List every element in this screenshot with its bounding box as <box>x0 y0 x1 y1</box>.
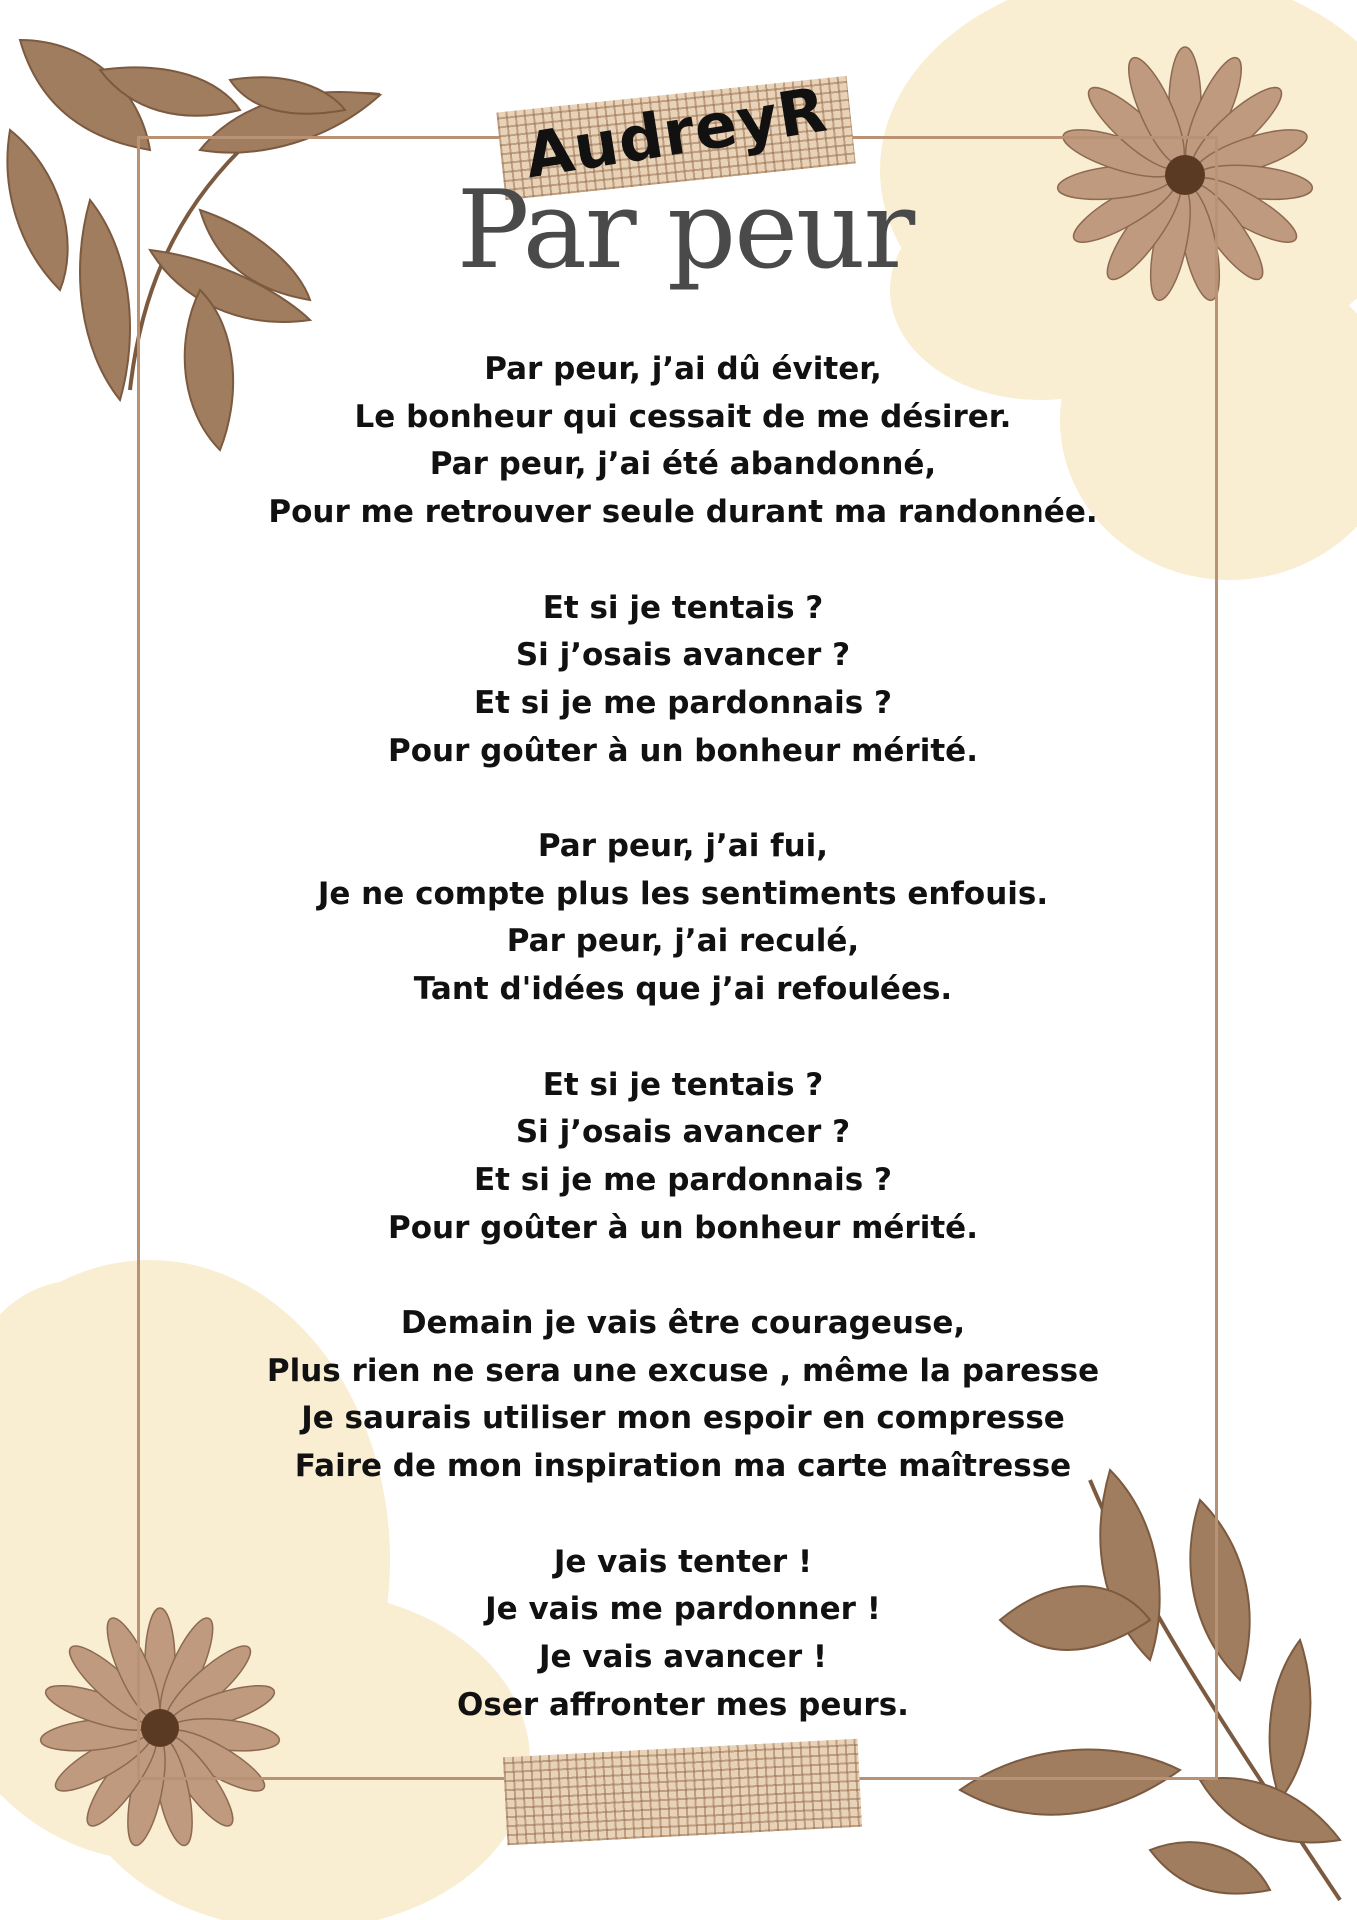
poem-line: Je ne compte plus les sentiments enfouis. <box>317 875 1049 912</box>
poem-line: Pour me retrouver seule durant ma randonnée. <box>268 494 1098 531</box>
poem-line: Si j’osais avancer ? <box>515 1114 851 1151</box>
poem-line: Je vais me pardonner ! <box>485 1591 881 1628</box>
poem-line: Pour goûter à un bonheur mérité. <box>388 1209 978 1246</box>
poem-line: Plus rien ne sera une excuse , même la paresse <box>266 1352 1100 1389</box>
stanza <box>220 823 1146 1014</box>
stanza <box>220 346 1146 537</box>
author-name: AudreyR <box>520 72 832 193</box>
poem-line: Je vais tenter ! <box>553 1543 813 1580</box>
poem-line: Je saurais utiliser mon espoir en compresse <box>301 1400 1065 1437</box>
poem-line: Par peur, j’ai été abandonné, <box>429 446 937 483</box>
poem-line: Le bonheur qui cessait de me désirer. <box>354 398 1012 435</box>
poem-title: Par peur <box>456 168 914 293</box>
poem-body <box>220 346 1146 1777</box>
poem-line: Par peur, j’ai reculé, <box>506 923 860 960</box>
poem-line: Je vais avancer ! <box>538 1638 828 1675</box>
poem-line: Et si je me pardonnais ? <box>473 1161 892 1198</box>
stanza <box>220 585 1146 776</box>
poem-line: Par peur, j’ai fui, <box>537 828 829 864</box>
poem-line: Et si je me pardonnais ? <box>473 684 892 721</box>
poem-line: Faire de mon inspiration ma carte maîtresse <box>294 1448 1072 1485</box>
stanza <box>220 1062 1146 1253</box>
poem-line: Par peur, j’ai dû éviter, <box>484 351 882 387</box>
poem-line: Et si je tentais ? <box>542 1066 824 1103</box>
poem-line: Oser affronter mes peurs. <box>457 1686 909 1723</box>
poem-line: Tant d'idées que j’ai refoulées. <box>413 971 953 1008</box>
poem-line: Demain je vais être courageuse, <box>400 1305 966 1341</box>
stanza <box>220 1539 1146 1730</box>
poem-line: Et si je tentais ? <box>542 589 824 626</box>
stanza <box>220 1300 1146 1491</box>
poem-line: Pour goûter à un bonheur mérité. <box>388 732 978 769</box>
poem-line: Si j’osais avancer ? <box>515 637 851 674</box>
